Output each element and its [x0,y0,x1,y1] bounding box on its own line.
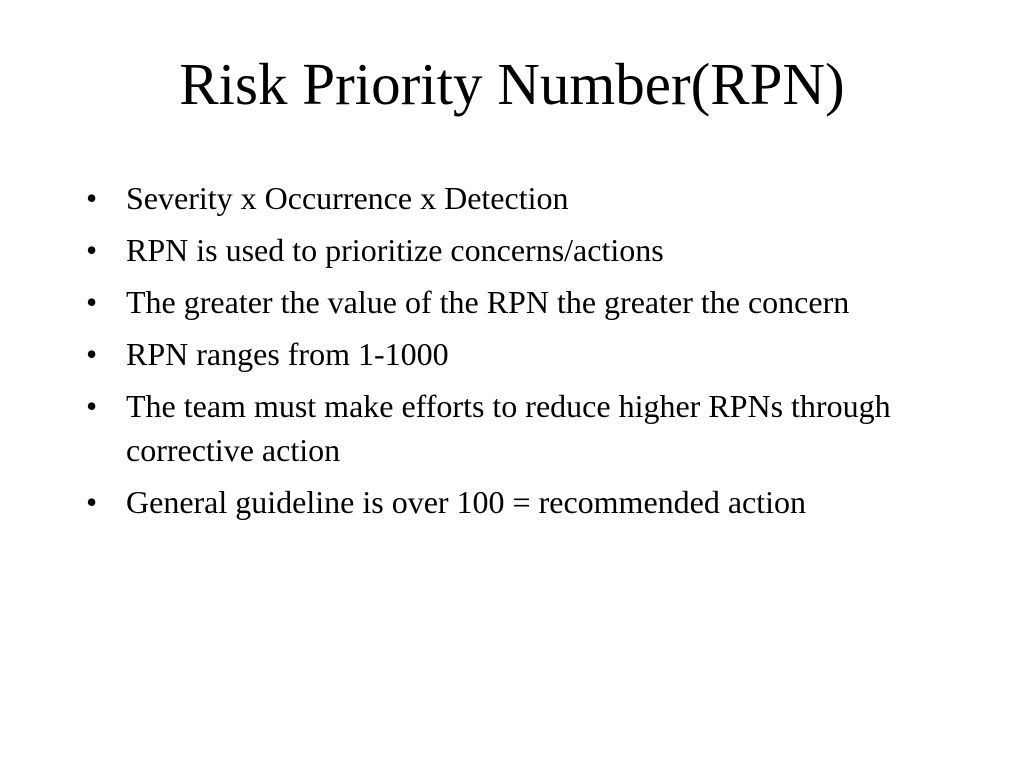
bullet-item [84,280,914,324]
bullet-item [84,332,914,376]
bullet-text: The greater the value of the RPN the greater the concern [126,284,850,320]
bullet-icon: • [86,284,98,320]
bullet-item [84,176,914,220]
bullet-icon: • [86,336,98,372]
bullet-text: Severity x Occurrence x Detection [126,180,569,216]
slide-title: Risk Priority Number(RPN) [179,51,845,117]
bullet-icon: • [86,484,98,520]
bullet-item [84,228,914,272]
bullet-icon: • [86,388,98,424]
bullet-item [84,480,914,524]
bullet-text: RPN ranges from 1-1000 [126,336,449,372]
bullet-text: The team must make efforts to reduce higher RPNs through corrective action [126,388,891,468]
bullet-list [84,176,914,532]
bullet-text: RPN is used to prioritize concerns/actions [126,232,664,268]
bullet-text: General guideline is over 100 = recommended action [126,484,807,520]
bullet-item [84,384,914,472]
bullet-icon: • [86,180,98,216]
bullet-icon: • [86,232,98,268]
